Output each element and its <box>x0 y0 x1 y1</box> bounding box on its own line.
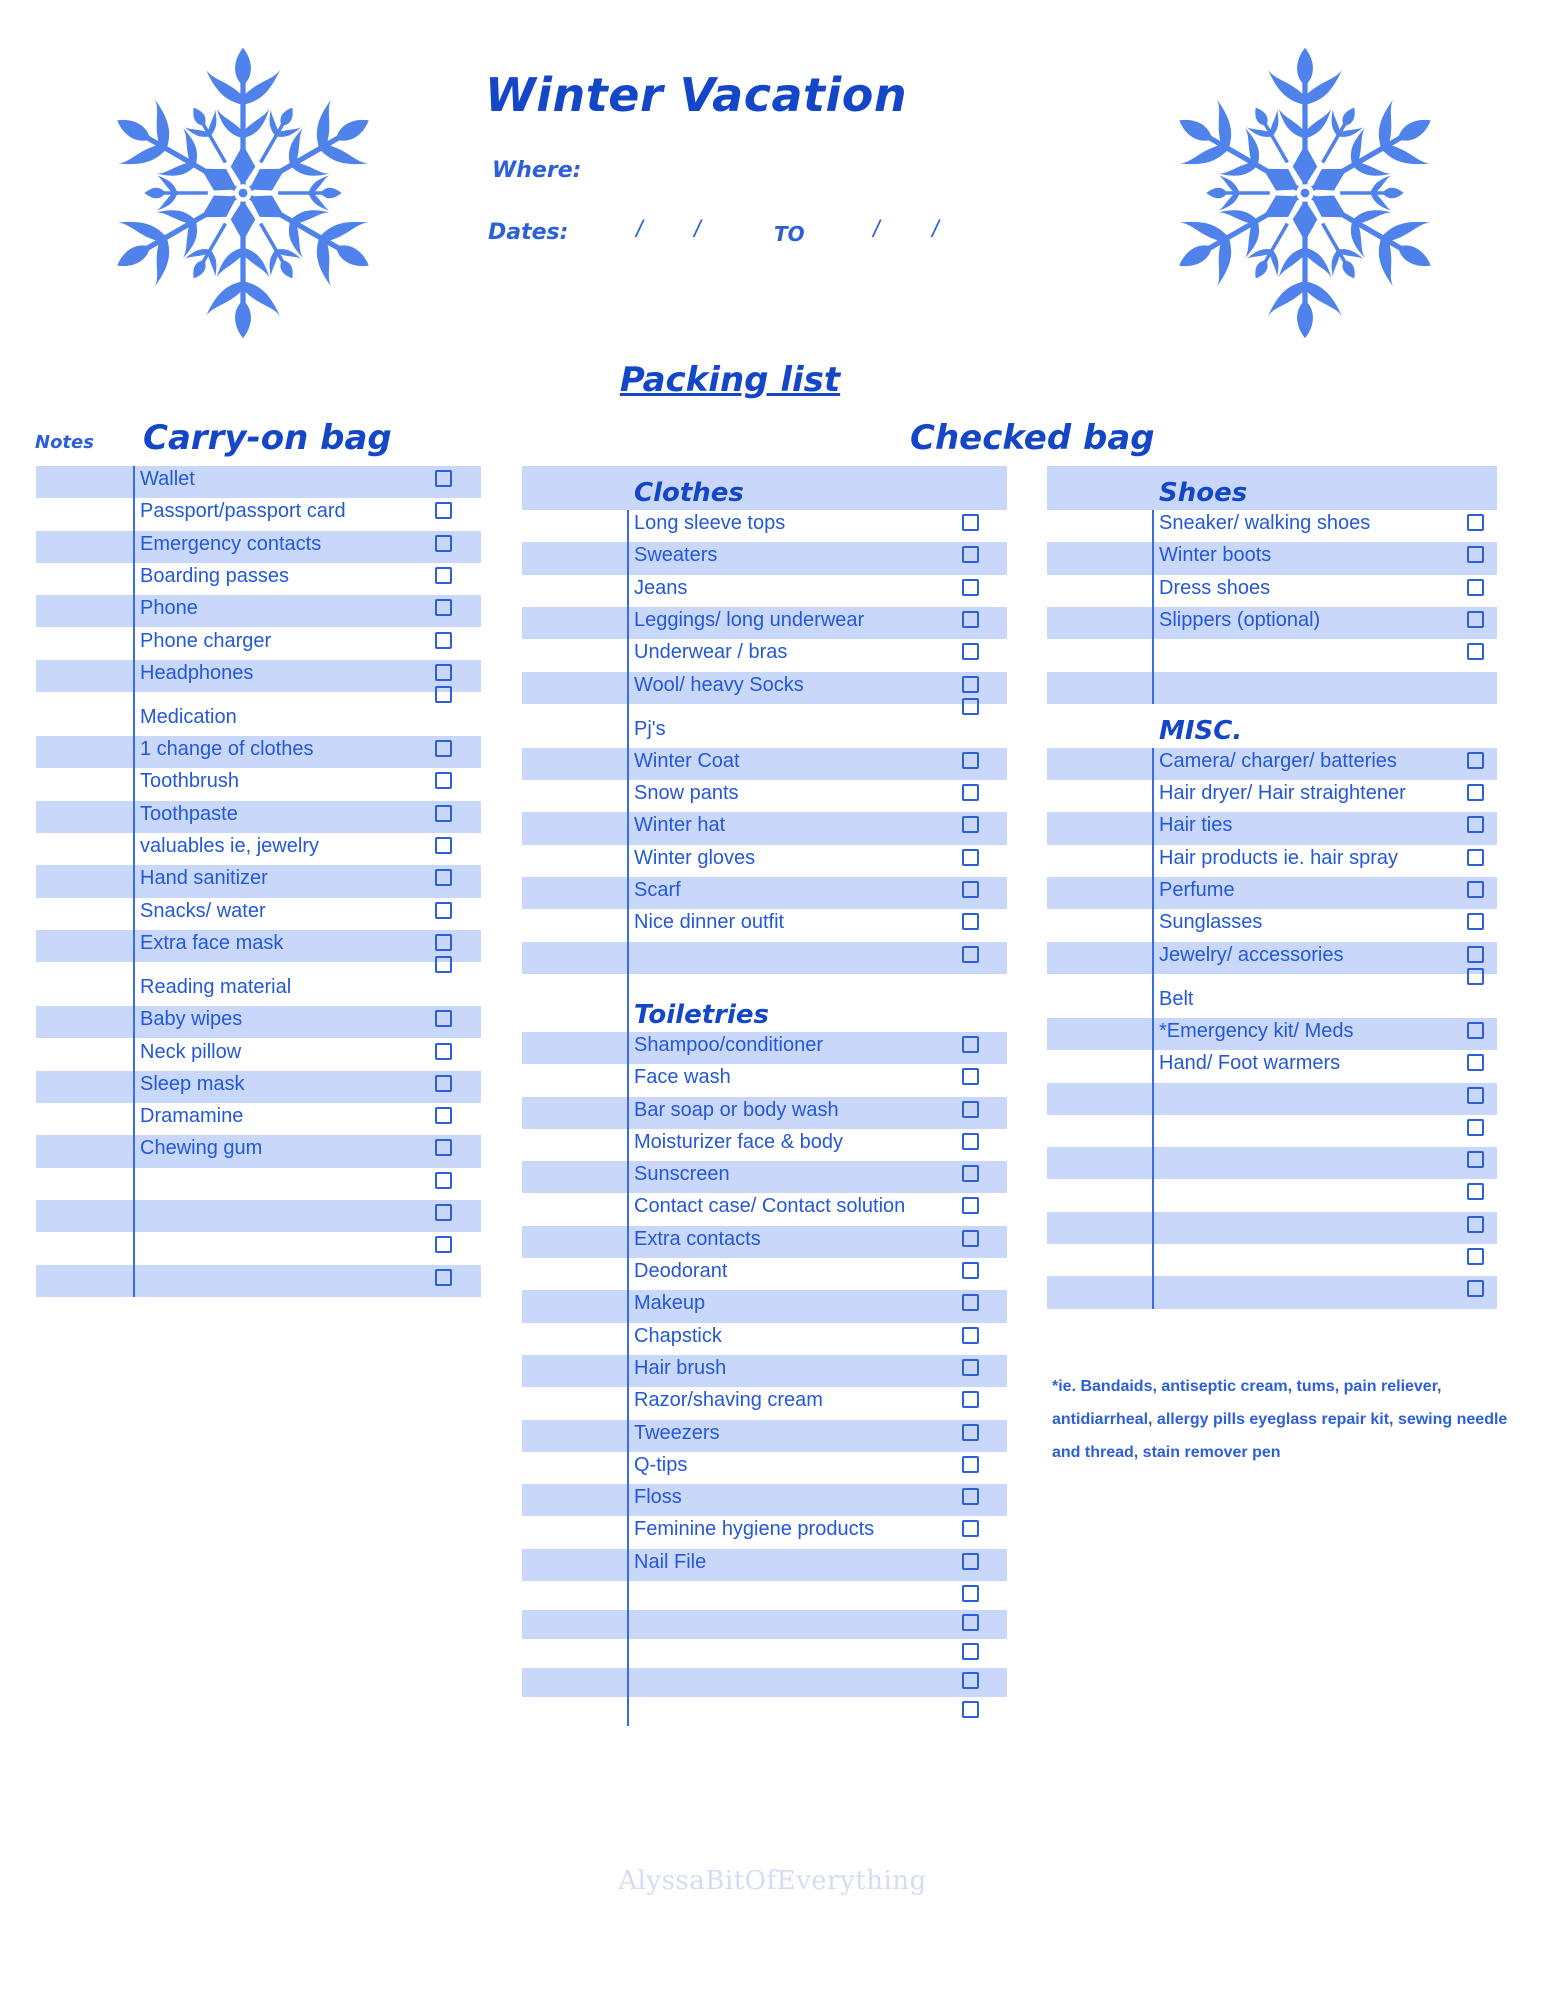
list-item-label: Wallet <box>140 468 195 490</box>
list-item-label: Boarding passes <box>140 564 289 587</box>
list-item <box>522 1697 1007 1726</box>
list-item-label: Long sleeve tops <box>634 512 786 534</box>
column-divider <box>627 510 629 1726</box>
checkbox[interactable] <box>962 1672 979 1689</box>
checkbox[interactable] <box>962 752 979 769</box>
checkbox[interactable] <box>1467 1216 1484 1233</box>
list-item <box>1047 974 1497 1018</box>
list-item-label: Nice dinner outfit <box>634 911 785 934</box>
column-divider <box>1152 510 1154 704</box>
list-item-label: Floss <box>634 1486 682 1509</box>
checkbox[interactable] <box>435 1172 452 1189</box>
list-item <box>36 1135 481 1167</box>
checkbox[interactable] <box>962 1327 979 1344</box>
checkbox[interactable] <box>1467 643 1484 660</box>
checkbox[interactable] <box>1467 1248 1484 1265</box>
list-item-label: Camera/ charger/ batteries <box>1159 749 1397 772</box>
list-item <box>36 801 481 833</box>
list-item-label: Sleep mask <box>140 1072 245 1095</box>
list-item <box>1047 1276 1497 1308</box>
list-item-label: Shampoo/conditioner <box>634 1033 824 1056</box>
emergency-kit-footnote: *ie. Bandaids, antiseptic cream, tums, pain reliever, antidiarrheal, allergy pills eyeglass repair kit, sewing needle and thread, stain remover pen <box>1052 1378 1508 1461</box>
list-item <box>36 833 481 865</box>
list-item-label: Emergency contacts <box>140 532 322 555</box>
shoes-misc-list <box>1047 466 1497 1332</box>
packing-list-title: Packing list <box>619 360 841 400</box>
list-item <box>522 1129 1007 1161</box>
checkbox[interactable] <box>435 805 452 822</box>
list-item-label: Underwear / bras <box>634 641 788 664</box>
list-item-label: Hand/ Foot warmers <box>1159 1052 1341 1075</box>
checkbox[interactable] <box>962 849 979 866</box>
list-item-label: Winter hat <box>634 814 726 837</box>
list-item <box>1047 639 1497 671</box>
checkbox[interactable] <box>962 579 979 596</box>
clothes-heading-row <box>522 466 1007 510</box>
checkbox[interactable] <box>435 632 452 649</box>
list-item <box>36 1168 481 1200</box>
date-slash-1: / <box>636 216 643 243</box>
checkbox[interactable] <box>1467 1183 1484 1200</box>
list-item-label: Winter gloves <box>634 846 756 869</box>
list-item-label: Pj's <box>634 717 666 740</box>
list-item <box>36 628 481 660</box>
list-item <box>1047 812 1497 844</box>
clothes-heading: Clothes <box>634 478 744 508</box>
checkbox[interactable] <box>962 611 979 628</box>
checkbox[interactable] <box>962 643 979 660</box>
list-item <box>1047 780 1497 812</box>
dates-label: Dates: <box>488 220 569 245</box>
list-item-label: Passport/passport card <box>140 500 346 523</box>
list-item <box>522 1355 1007 1387</box>
list-item <box>36 1265 481 1297</box>
checkbox[interactable] <box>962 1036 979 1053</box>
list-item <box>1047 1212 1497 1244</box>
checkbox[interactable] <box>962 676 979 693</box>
list-item-label: Contact case/ Contact solution <box>634 1195 906 1218</box>
toiletries-heading: Toiletries <box>634 999 769 1030</box>
list-item-label: Slippers (optional) <box>1159 608 1321 631</box>
watermark: AlyssaBitOfEverything <box>618 1866 927 1896</box>
list-item <box>1047 510 1497 542</box>
list-item-label: Hair brush <box>634 1356 727 1379</box>
checkbox[interactable] <box>1467 913 1484 930</box>
list-item <box>522 1193 1007 1225</box>
list-item-label: Extra contacts <box>634 1227 761 1250</box>
column-divider <box>133 466 135 1297</box>
checkbox[interactable] <box>1467 546 1484 563</box>
list-item <box>1047 1179 1497 1211</box>
checkbox[interactable] <box>435 1075 452 1092</box>
list-item-label: Snacks/ water <box>140 899 266 922</box>
clothes-toiletries-list <box>522 466 1007 1742</box>
checkbox[interactable] <box>1467 968 1484 985</box>
checkbox[interactable] <box>962 1456 979 1473</box>
list-item-label: Hair ties <box>1159 814 1233 837</box>
list-item <box>522 1032 1007 1064</box>
list-item <box>522 1097 1007 1129</box>
checkbox[interactable] <box>435 470 452 487</box>
list-item <box>522 575 1007 607</box>
list-item-label: Hair dryer/ Hair straightener <box>1159 782 1406 805</box>
list-item <box>36 563 481 595</box>
list-item <box>1047 1244 1497 1276</box>
checkbox[interactable] <box>1467 611 1484 628</box>
checkbox[interactable] <box>435 535 452 552</box>
list-item <box>1047 909 1497 941</box>
checkbox[interactable] <box>1467 816 1484 833</box>
checkbox[interactable] <box>1467 1280 1484 1297</box>
list-item <box>36 1232 481 1264</box>
list-item <box>36 498 481 530</box>
list-item-label: Sneaker/ walking shoes <box>1159 512 1371 534</box>
list-item <box>522 704 1007 748</box>
list-item <box>1047 845 1497 877</box>
list-item-label: Baby wipes <box>140 1008 243 1031</box>
list-item <box>522 1484 1007 1516</box>
list-item <box>36 768 481 800</box>
date-slash-3: / <box>873 216 880 243</box>
list-item-label: Neck pillow <box>140 1040 242 1063</box>
checkbox[interactable] <box>962 1391 979 1408</box>
notes-label: Notes <box>35 432 94 453</box>
list-item-label: Scarf <box>634 879 681 901</box>
checkbox[interactable] <box>1467 579 1484 596</box>
list-item-label: Bar soap or body wash <box>634 1098 839 1121</box>
list-item <box>1047 542 1497 574</box>
list-item-label: Q-tips <box>634 1453 688 1476</box>
list-item <box>36 595 481 627</box>
list-item-label: Winter Coat <box>634 749 740 772</box>
list-item <box>36 466 481 498</box>
misc-heading: MISC. <box>1159 715 1243 746</box>
list-item <box>522 845 1007 877</box>
checkbox[interactable] <box>435 599 452 616</box>
list-item-label: Feminine hygiene products <box>634 1518 875 1541</box>
date-slash-2: / <box>694 216 701 243</box>
checkbox[interactable] <box>962 1585 979 1602</box>
list-item <box>522 1549 1007 1581</box>
checkbox[interactable] <box>962 881 979 898</box>
list-item-label: Toothpaste <box>140 802 238 825</box>
list-item-label: Chewing gum <box>140 1137 263 1160</box>
list-item <box>522 1668 1007 1697</box>
checkbox[interactable] <box>1467 849 1484 866</box>
checkbox[interactable] <box>1467 1022 1484 1039</box>
list-item <box>522 1258 1007 1290</box>
list-item <box>36 1006 481 1038</box>
list-item-label: Headphones <box>140 661 254 684</box>
list-item <box>522 672 1007 704</box>
snowflake-right-icon <box>1140 48 1470 338</box>
checkbox[interactable] <box>962 514 979 531</box>
list-item-label: valuables ie, jewelry <box>140 835 319 857</box>
list-item-label: Chapstick <box>634 1324 722 1347</box>
list-item-label: Tweezers <box>634 1421 720 1444</box>
list-item-label: Sunglasses <box>1159 911 1263 934</box>
list-item <box>522 1387 1007 1419</box>
checkbox[interactable] <box>962 1197 979 1214</box>
list-item <box>1047 575 1497 607</box>
shoes-heading-row <box>1047 466 1497 510</box>
dates-to-label: TO <box>774 222 805 246</box>
checkbox[interactable] <box>435 934 452 951</box>
checked-bag-heading: Checked bag <box>910 418 1155 458</box>
list-item-label: Dress shoes <box>1159 576 1271 599</box>
checkbox[interactable] <box>962 913 979 930</box>
checkbox[interactable] <box>435 956 452 973</box>
checkbox[interactable] <box>962 1614 979 1631</box>
list-item <box>1047 672 1497 704</box>
list-item <box>522 1290 1007 1322</box>
checkbox[interactable] <box>962 1553 979 1570</box>
checkbox[interactable] <box>962 1165 979 1182</box>
list-item-label: Reading material <box>140 976 292 999</box>
checkbox[interactable] <box>1467 881 1484 898</box>
list-item <box>522 1064 1007 1096</box>
list-item <box>522 1420 1007 1452</box>
checkbox[interactable] <box>962 1101 979 1118</box>
checkbox[interactable] <box>962 946 979 963</box>
list-item <box>522 909 1007 941</box>
list-item <box>522 780 1007 812</box>
checkbox[interactable] <box>962 1488 979 1505</box>
list-item <box>522 877 1007 909</box>
list-item-label: Hair products ie. hair spray <box>1159 846 1398 869</box>
checkbox[interactable] <box>435 902 452 919</box>
list-item <box>36 962 481 1006</box>
list-item-label: Jewelry/ accessories <box>1159 943 1344 966</box>
checkbox[interactable] <box>435 837 452 854</box>
list-item <box>522 748 1007 780</box>
shoes-heading: Shoes <box>1159 478 1248 508</box>
carry-on-heading: Carry-on bag <box>143 418 392 458</box>
list-item-label: Snow pants <box>634 782 739 805</box>
checkbox[interactable] <box>962 1294 979 1311</box>
list-item <box>522 1323 1007 1355</box>
checkbox[interactable] <box>962 1424 979 1441</box>
checkbox[interactable] <box>962 1643 979 1660</box>
checkbox[interactable] <box>435 567 452 584</box>
list-item <box>36 1071 481 1103</box>
checkbox[interactable] <box>435 502 452 519</box>
column-divider <box>1152 748 1154 1309</box>
list-item <box>522 812 1007 844</box>
list-item-label: Deodorant <box>634 1260 728 1282</box>
list-item-label: Razor/shaving cream <box>634 1389 823 1412</box>
list-item <box>1047 607 1497 639</box>
list-item <box>36 1103 481 1135</box>
list-item <box>522 510 1007 542</box>
list-item-label: Extra face mask <box>140 931 284 954</box>
checkbox[interactable] <box>1467 1087 1484 1104</box>
list-item-label: Face wash <box>634 1066 731 1089</box>
list-item-label: Sweaters <box>634 544 718 567</box>
list-item <box>36 736 481 768</box>
list-item-label: Phone <box>140 597 198 620</box>
list-item <box>522 639 1007 671</box>
list-item-label: Jeans <box>634 576 688 599</box>
list-item-label: *Emergency kit/ Meds <box>1159 1019 1354 1042</box>
date-slash-4: / <box>932 216 939 243</box>
list-item <box>1047 1115 1497 1147</box>
list-item <box>522 542 1007 574</box>
snowflake-left-icon <box>78 48 408 338</box>
checkbox[interactable] <box>962 1359 979 1376</box>
checkbox[interactable] <box>1467 946 1484 963</box>
list-item <box>1047 748 1497 780</box>
checkbox[interactable] <box>435 1204 452 1221</box>
list-item-label: Sunscreen <box>634 1163 730 1186</box>
checkbox[interactable] <box>435 772 452 789</box>
list-item-label: Medication <box>140 706 237 729</box>
checkbox[interactable] <box>435 664 452 681</box>
checkbox[interactable] <box>1467 1151 1484 1168</box>
list-item-label: Winter boots <box>1159 544 1272 567</box>
checkbox[interactable] <box>435 1139 452 1156</box>
checkbox[interactable] <box>962 698 979 715</box>
list-item <box>522 1161 1007 1193</box>
list-item <box>522 1610 1007 1639</box>
checkbox[interactable] <box>435 1269 452 1286</box>
list-item <box>36 1200 481 1232</box>
checkbox[interactable] <box>435 740 452 757</box>
page-title: Winter Vacation <box>485 68 908 122</box>
checkbox[interactable] <box>435 1107 452 1124</box>
list-item <box>522 1516 1007 1548</box>
checkbox[interactable] <box>435 869 452 886</box>
misc-heading-row <box>1047 704 1497 748</box>
list-item-label: Wool/ heavy Socks <box>634 673 804 696</box>
checkbox[interactable] <box>1467 514 1484 531</box>
checkbox[interactable] <box>962 816 979 833</box>
checkbox[interactable] <box>1467 1054 1484 1071</box>
checkbox[interactable] <box>962 1133 979 1150</box>
checkbox[interactable] <box>962 1230 979 1247</box>
list-item-label: Hand sanitizer <box>140 867 268 890</box>
list-item <box>36 1039 481 1071</box>
list-item-label: Perfume <box>1159 879 1235 901</box>
list-item <box>36 930 481 962</box>
list-item <box>36 660 481 692</box>
checkbox[interactable] <box>435 1236 452 1253</box>
list-item <box>36 865 481 897</box>
carry-on-list <box>36 466 481 1332</box>
checkbox[interactable] <box>1467 784 1484 801</box>
list-item <box>522 1452 1007 1484</box>
checkbox[interactable] <box>962 1701 979 1718</box>
list-item <box>522 1639 1007 1668</box>
list-item-label: Dramamine <box>140 1105 244 1128</box>
list-item <box>36 531 481 563</box>
list-item <box>522 1581 1007 1610</box>
list-item <box>1047 942 1497 974</box>
list-item-label: Phone charger <box>140 629 272 652</box>
list-item <box>1047 1018 1497 1050</box>
list-item-label: Belt <box>1159 987 1194 1010</box>
checkbox[interactable] <box>962 784 979 801</box>
list-item-label: Toothbrush <box>140 770 239 793</box>
checkbox[interactable] <box>435 1043 452 1060</box>
checkbox[interactable] <box>435 686 452 703</box>
list-item-label: Leggings/ long underwear <box>634 608 865 631</box>
list-item-label: 1 change of clothes <box>140 738 314 761</box>
list-item <box>522 1226 1007 1258</box>
list-item <box>1047 877 1497 909</box>
checkbox[interactable] <box>1467 1119 1484 1136</box>
checkbox[interactable] <box>962 1520 979 1537</box>
list-item <box>522 607 1007 639</box>
checkbox[interactable] <box>435 1010 452 1027</box>
list-item <box>1047 1050 1497 1082</box>
checkbox[interactable] <box>962 546 979 563</box>
list-item-label: Nail File <box>634 1550 707 1573</box>
checkbox[interactable] <box>1467 752 1484 769</box>
list-item <box>1047 1147 1497 1179</box>
where-label: Where: <box>492 158 582 183</box>
checkbox[interactable] <box>962 1068 979 1085</box>
list-item-label: Makeup <box>634 1292 706 1315</box>
checkbox[interactable] <box>962 1262 979 1279</box>
list-item <box>36 692 481 736</box>
list-item <box>36 898 481 930</box>
list-item <box>1047 1083 1497 1115</box>
list-item <box>522 942 1007 974</box>
list-item-label: Moisturizer face & body <box>634 1130 843 1153</box>
